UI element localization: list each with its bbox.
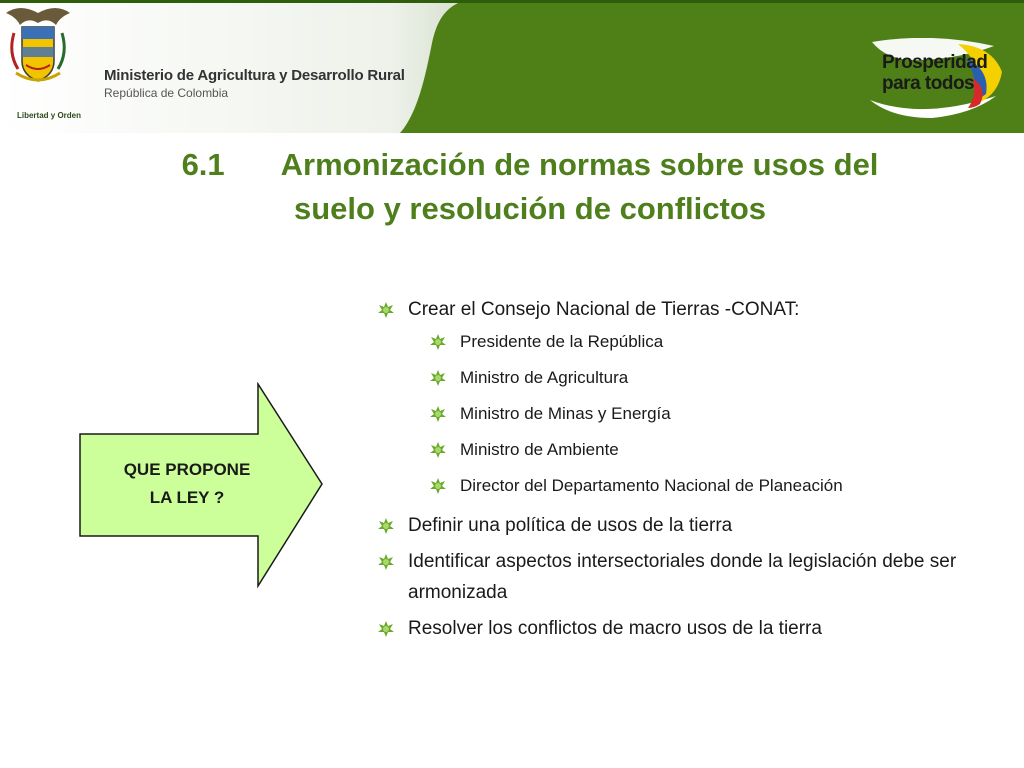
green-burst-bullet-icon [378,621,394,637]
list-item [378,294,978,325]
sub-bullet-text: Ministro de Agricultura [460,368,629,387]
bullet-text: Crear el Consejo Nacional de Tierras -CONAT: [408,299,800,320]
green-burst-bullet-icon [378,554,394,570]
ministry-name: Ministerio de Agricultura y Desarrollo Rural [104,67,405,84]
arrow-label-line-2: LA LEY ? [149,488,225,507]
green-burst-bullet-icon [430,406,446,422]
bullet-text: Resolver los conflictos de macro usos de la tierra [408,618,822,639]
list-item [378,613,978,644]
slide-title [100,143,960,231]
green-burst-bullet-icon [378,302,394,318]
title-line-1-text: Armonización de normas sobre usos del [280,147,879,182]
list-item [378,330,978,354]
slide-title-line-1 [100,143,960,187]
bullet-text: Identificar aspectos intersectoriales donde la legislación debe ser armonizada [408,551,957,603]
sub-bullet-text: Ministro de Minas y Energía [460,404,671,423]
ministry-country: República de Colombia [104,86,229,100]
logo-line-1: Prosperidad [882,52,988,73]
section-number: 6.1 [181,147,225,182]
list-item [378,402,978,426]
coat-of-arms-icon [0,3,76,95]
bullet-text: Definir una política de usos de la tierra [408,515,733,536]
green-burst-bullet-icon [430,478,446,494]
sub-bullet-text: Director del Departamento Nacional de Planeación [460,476,843,495]
slide-title-line-2: suelo y resolución de conflictos [294,191,766,226]
green-burst-bullet-icon [430,442,446,458]
list-item [378,438,978,462]
green-burst-bullet-icon [430,334,446,350]
green-burst-bullet-icon [430,370,446,386]
list-item [378,474,978,498]
ministry-brand-panel [0,3,470,133]
bullet-list [378,294,978,649]
logo-line-2: para todos [882,73,975,94]
list-item [378,546,978,608]
list-item [378,510,978,541]
green-burst-bullet-icon [378,518,394,534]
header-band [0,0,1024,133]
motto-text: Libertad y Orden [16,111,81,120]
arrow-label-line-1: QUE PROPONE [123,460,251,479]
prosperidad-logo [862,38,1008,122]
arrow-label [92,456,282,512]
list-item [378,366,978,390]
sub-bullet-text: Ministro de Ambiente [460,440,619,459]
sub-bullet-text: Presidente de la República [460,332,664,351]
